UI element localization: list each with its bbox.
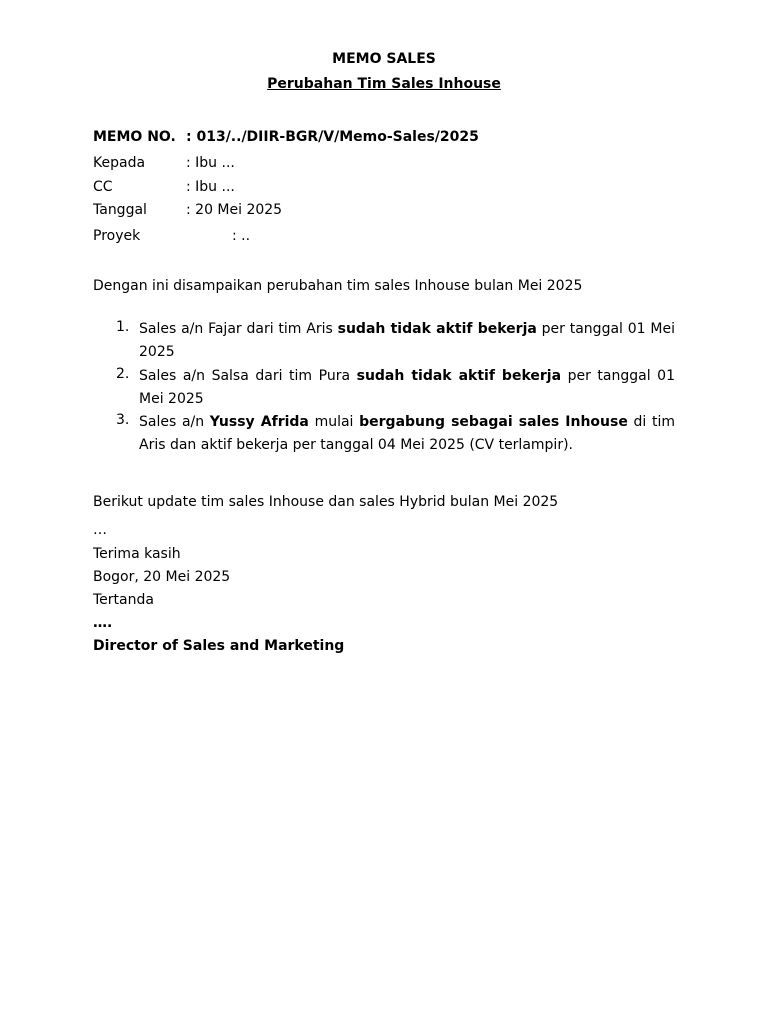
list-item-number: 3.: [116, 412, 130, 428]
signer-name: ….: [93, 615, 113, 631]
memo-no-value: : 013/../DIIR-BGR/V/Memo-Sales/2025: [186, 129, 479, 145]
memo-subtitle: Perubahan Tim Sales Inhouse: [267, 76, 501, 92]
place-date-text: Bogor, 20 Mei 2025: [93, 569, 231, 585]
memo-title: MEMO SALES: [332, 51, 436, 67]
list-item-text: mulai: [308, 414, 360, 430]
list-item-bold: sudah tidak aktif bekerja: [337, 321, 537, 337]
list-item-number: 1.: [116, 319, 130, 335]
list-item-text: per tanggal 01 Mei 2025: [139, 321, 675, 360]
ellipsis-text: …: [93, 522, 107, 538]
list-item: [139, 318, 675, 364]
list-item-text: Sales a/n Salsa dari tim Pura: [139, 368, 357, 384]
tanggal-label: Tanggal: [93, 202, 147, 218]
list-item: [139, 411, 675, 457]
kepada-label: Kepada: [93, 155, 146, 171]
signed-text: Tertanda: [93, 592, 154, 608]
cc-value: : Ibu ...: [186, 179, 235, 195]
list-item-text: per tanggal 01 Mei 2025: [139, 368, 675, 407]
list-item-bold: bergabung sebagai sales Inhouse: [359, 414, 628, 430]
thanks-text: Terima kasih: [93, 546, 181, 562]
signer-position: Director of Sales and Marketing: [93, 638, 345, 654]
proyek-value: : ..: [232, 228, 251, 244]
list-item-text: Sales a/n Fajar dari tim Aris: [139, 321, 338, 337]
list-item-number: 2.: [116, 366, 130, 382]
memo-no-label: MEMO NO.: [93, 129, 176, 145]
list-item: [139, 365, 675, 411]
list-item-text: Sales a/n: [139, 414, 210, 430]
update-text: Berikut update tim sales Inhouse dan sales Hybrid bulan Mei 2025: [93, 494, 559, 510]
list-item-bold: Yussy Afrida: [209, 414, 309, 430]
cc-label: CC: [93, 179, 113, 195]
list-item-text: di tim Aris dan aktif bekerja per tanggal 04 Mei 2025 (CV terlampir).: [139, 414, 675, 453]
intro-text: Dengan ini disampaikan perubahan tim sales Inhouse bulan Mei 2025: [93, 278, 583, 294]
kepada-value: : Ibu ...: [186, 155, 235, 171]
proyek-label: Proyek: [93, 228, 141, 244]
tanggal-value: : 20 Mei 2025: [186, 202, 283, 218]
list-item-bold: sudah tidak aktif bekerja: [356, 368, 562, 384]
